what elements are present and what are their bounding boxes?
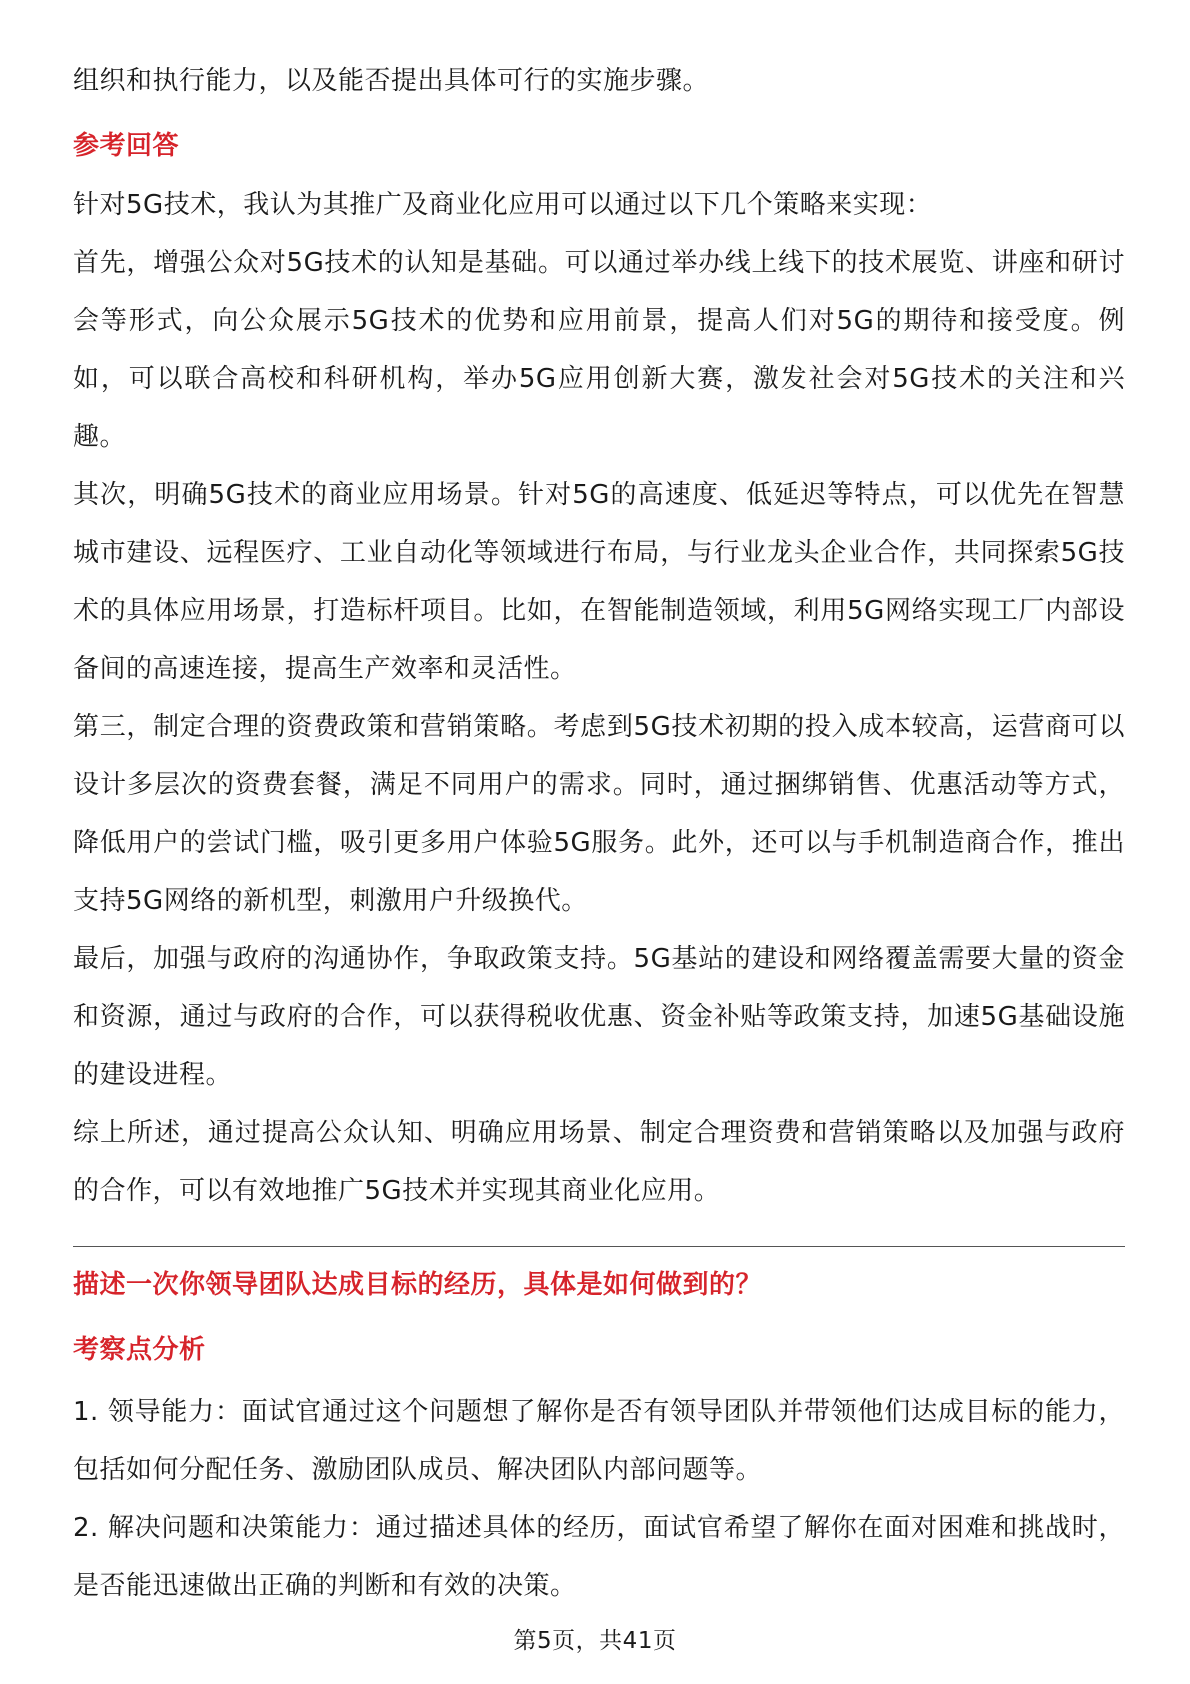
answer-paragraph: 首先，增强公众对5G技术的认知是基础。可以通过举办线上线下的技术展览、讲座和研讨会等形式，向公众展示5G技术的优势和应用前景，提高人们对5G的期待和接受度。例如，可以联合高校和科研机构，举办5G应用创新大赛，激发社会对5G技术的关注和兴趣。: [73, 248, 1125, 452]
answer-paragraph: 综上所述，通过提高公众认知、明确应用场景、制定合理资费和营销策略以及加强与政府的合作，可以有效地推广5G技术并实现其商业化应用。: [73, 1118, 1125, 1206]
question-title: 描述一次你领导团队达成目标的经历，具体是如何做到的？: [73, 1270, 763, 1300]
answer-paragraph: 针对5G技术，我认为其推广及商业化应用可以通过以下几个策略来实现：: [73, 190, 933, 220]
page-number: 第5页，共41页: [513, 1628, 677, 1654]
answer-paragraph: 其次，明确5G技术的商业应用场景。针对5G的高速度、低延迟等特点，可以优先在智慧城市建设、远程医疗、工业自动化等领域进行布局，与行业龙头企业合作，共同探索5G技术的具体应用场景，打造标杆项目。比如，在智能制造领域，利用5G网络实现工厂内部设备间的高速连接，提高生产效率和灵活性。: [73, 480, 1125, 684]
analysis-point: 2. 解决问题和决策能力：通过描述具体的经历，面试官希望了解你在面对困难和挑战时，是否能迅速做出正确的判断和有效的决策。: [73, 1513, 1125, 1601]
answer-paragraph: 最后，加强与政府的沟通协作，争取政策支持。5G基站的建设和网络覆盖需要大量的资金和资源，通过与政府的合作，可以获得税收优惠、资金补贴等政策支持，加速5G基础设施的建设进程。: [73, 944, 1125, 1090]
section-divider: [73, 1246, 1125, 1247]
analysis-point: 1. 领导能力：面试官通过这个问题想了解你是否有领导团队并带领他们达成目标的能力，包括如何分配任务、激励团队成员、解决团队内部问题等。: [73, 1397, 1125, 1485]
answer-paragraph: 第三，制定合理的资费政策和营销策略。考虑到5G技术初期的投入成本较高，运营商可以设计多层次的资费套餐，满足不同用户的需求。同时，通过捆绑销售、优惠活动等方式，降低用户的尝试门槛，吸引更多用户体验5G服务。此外，还可以与手机制造商合作，推出支持5G网络的新机型，刺激用户升级换代。: [73, 712, 1125, 916]
intro-tail-text: 组织和执行能力，以及能否提出具体可行的实施步骤。: [73, 66, 710, 96]
document-page: [73, 52, 1125, 1615]
reference-answer-heading: 参考回答: [73, 131, 180, 161]
analysis-heading: 考察点分析: [73, 1335, 206, 1365]
